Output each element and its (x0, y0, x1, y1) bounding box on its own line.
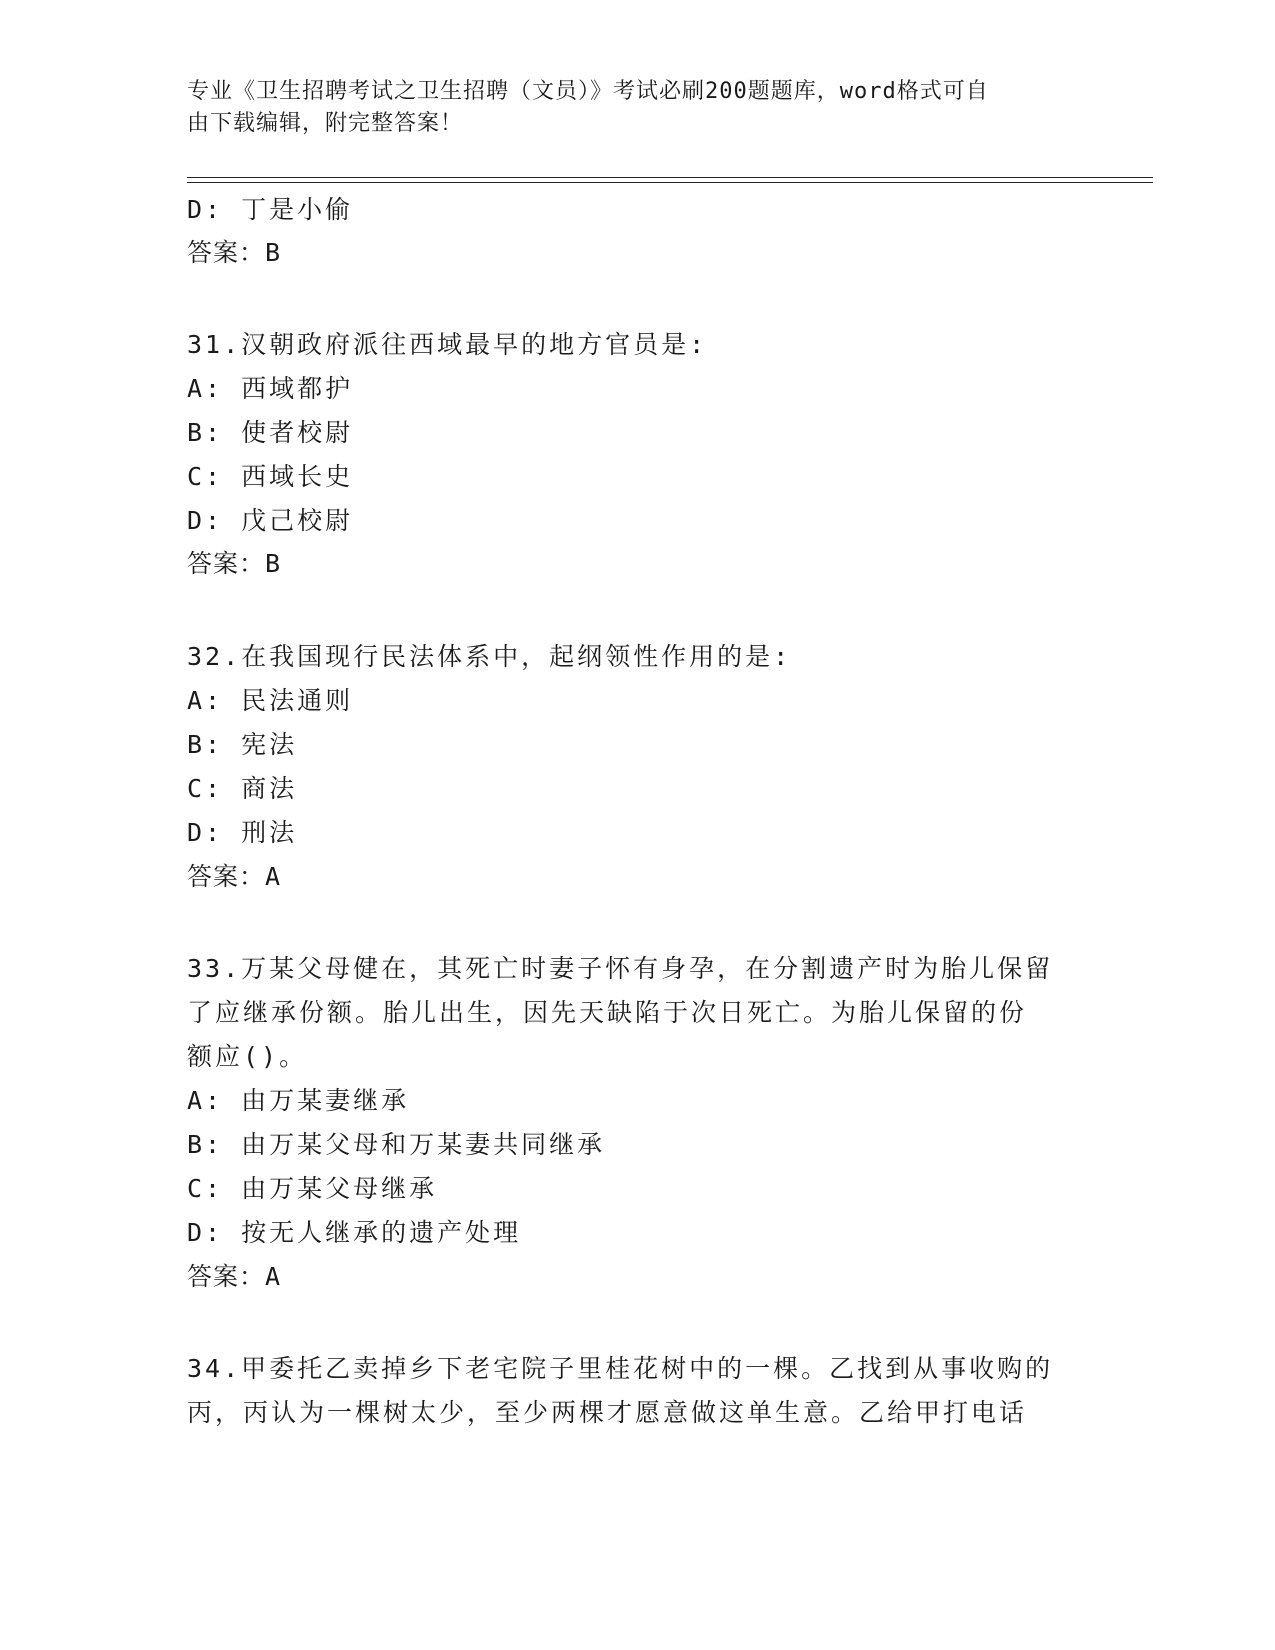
header-line-1: 专业《卫生招聘考试之卫生招聘（文员）》考试必刷200题题库，word格式可自 (187, 79, 989, 104)
answer-label: 答案： (187, 862, 266, 891)
question-33-option-b: B: 由万某父母和万某妻共同继承 (187, 1130, 606, 1159)
question-33-stem-line-2: 了应继承份额。胎儿出生，因先天缺陷于次日死亡。为胎儿保留的份 (187, 998, 1028, 1027)
question-33-option-a: A: 由万某妻继承 (187, 1086, 410, 1115)
question-32-option-b: B: 宪法 (187, 730, 298, 759)
question-33-answer (187, 1262, 281, 1292)
prev-option-d: D: 丁是小偷 (187, 195, 354, 224)
question-31-option-b: B: 使者校尉 (187, 418, 354, 447)
answer-value: B (265, 238, 282, 267)
header-divider-bottom (187, 182, 1153, 183)
question-33-option-d: D: 按无人继承的遗产处理 (187, 1218, 522, 1247)
answer-value: A (265, 1262, 282, 1291)
question-33-stem-line-3: 额应()。 (187, 1042, 308, 1071)
header-divider-top (187, 177, 1153, 178)
question-31-answer (187, 549, 281, 579)
question-31-option-a: A: 西域都护 (187, 374, 354, 403)
answer-value: B (265, 549, 282, 578)
answer-label: 答案： (187, 238, 266, 267)
question-32-option-a: A: 民法通则 (187, 686, 354, 715)
prev-answer (187, 238, 281, 268)
question-34-stem-line-2: 丙，丙认为一棵树太少，至少两棵才愿意做这单生意。乙给甲打电话 (187, 1398, 1028, 1427)
answer-value: A (265, 862, 282, 891)
question-32-stem: 32.在我国现行民法体系中，起纲领性作用的是: (187, 642, 792, 671)
question-31-option-c: C: 西域长史 (187, 462, 354, 491)
question-31-stem: 31.汉朝政府派往西域最早的地方官员是: (187, 330, 708, 359)
question-31-option-d: D: 戊己校尉 (187, 506, 354, 535)
question-33-stem-line-1: 33.万某父母健在，其死亡时妻子怀有身孕，在分割遗产时为胎儿保留 (187, 954, 1054, 983)
question-32-answer (187, 862, 281, 892)
answer-label: 答案： (187, 549, 266, 578)
document-header (187, 76, 1087, 140)
answer-label: 答案： (187, 1262, 266, 1291)
question-34-stem-line-1: 34.甲委托乙卖掉乡下老宅院子里桂花树中的一棵。乙找到从事收购的 (187, 1354, 1054, 1383)
question-33-option-c: C: 由万某父母继承 (187, 1174, 438, 1203)
question-32-option-c: C: 商法 (187, 774, 298, 803)
question-32-option-d: D: 刑法 (187, 818, 298, 847)
header-line-2: 由下载编辑，附完整答案！ (187, 111, 464, 136)
